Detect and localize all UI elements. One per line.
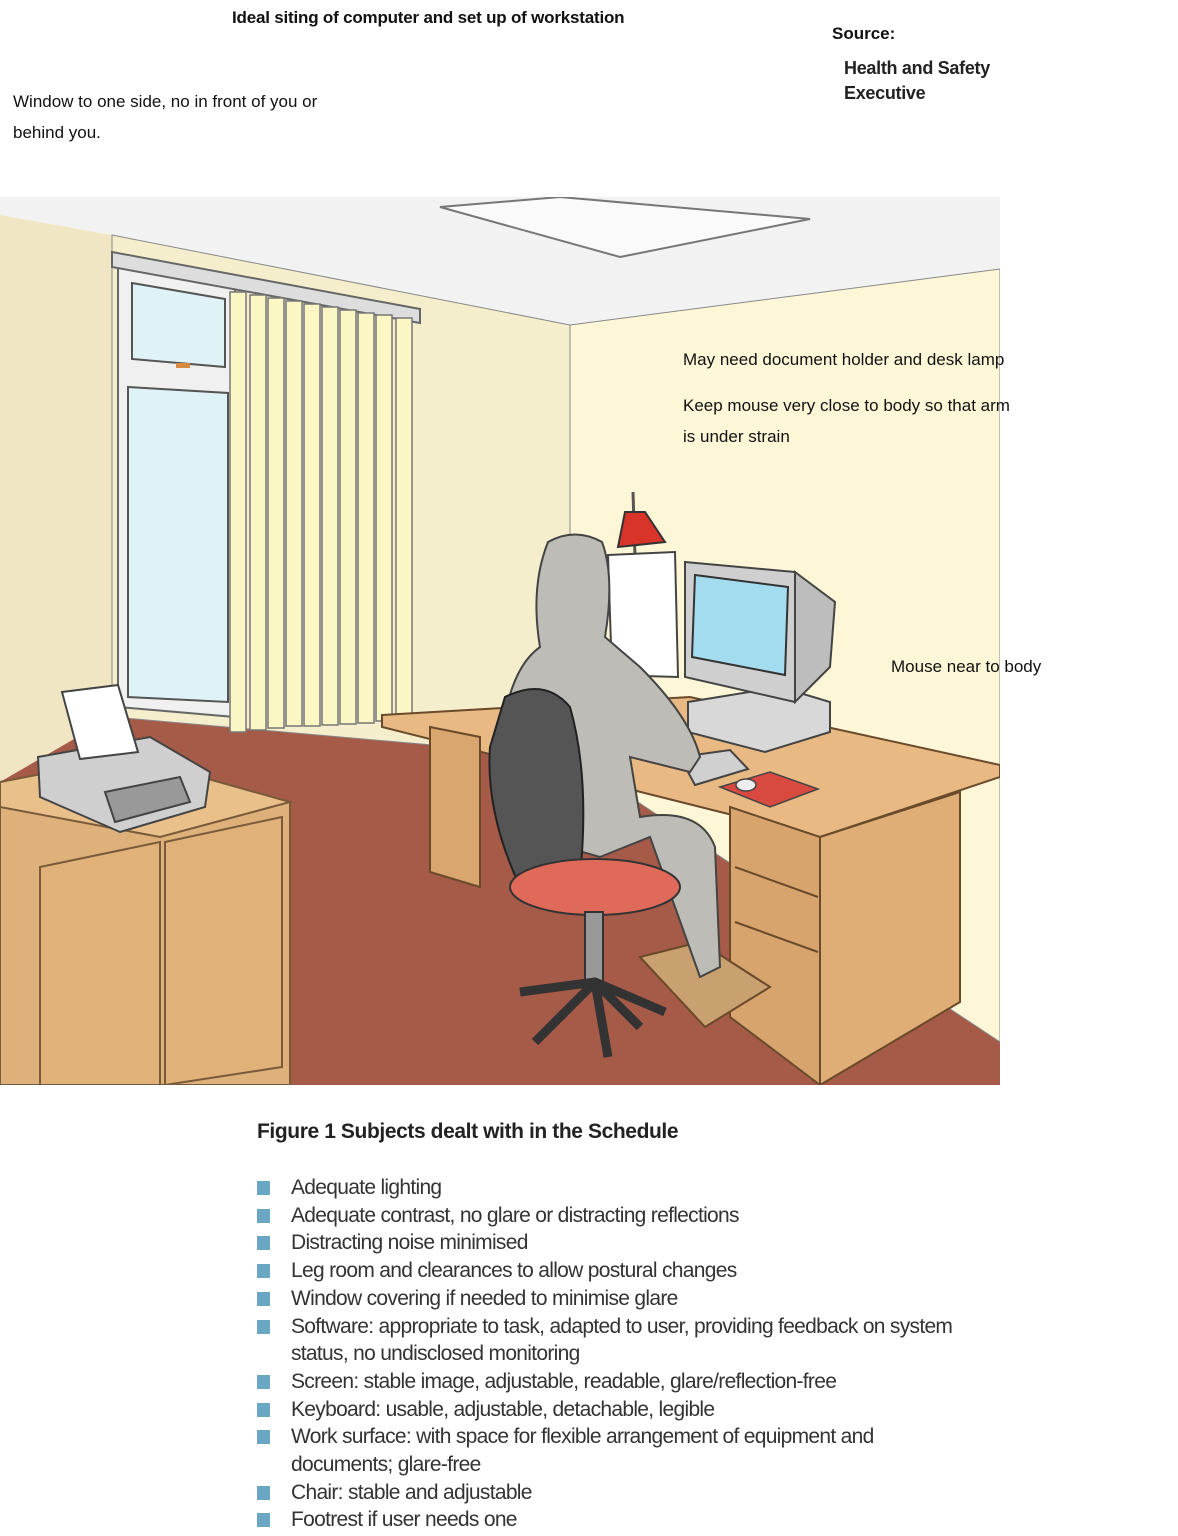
source-line: Executive <box>844 83 926 103</box>
square-bullet-icon <box>257 1320 270 1334</box>
square-bullet-icon <box>257 1430 270 1444</box>
mouse <box>736 779 756 791</box>
source-line: Health and Safety <box>844 58 990 78</box>
list-item-text: Keyboard: usable, adjustable, detachable, legible <box>291 1397 715 1421</box>
computer <box>685 562 835 752</box>
schedule-list <box>257 1174 997 1534</box>
list-item-text: Distracting noise minimised <box>291 1231 528 1255</box>
list-item-text: Window covering if needed to minimise glare <box>291 1286 678 1310</box>
list-item <box>257 1506 997 1534</box>
figure-title: Figure 1 Subjects dealt with in the Schedule <box>257 1120 679 1143</box>
list-item-text: Adequate lighting <box>291 1176 442 1199</box>
note-line: behind you. <box>13 123 101 142</box>
document-holder-note: May need document holder and desk lamp <box>683 350 1005 369</box>
window-note <box>13 86 317 148</box>
square-bullet-icon <box>257 1236 270 1250</box>
mouse-note <box>683 390 1010 452</box>
note-line: Keep mouse very close to body so that arm <box>683 396 1010 415</box>
square-bullet-icon <box>257 1181 270 1195</box>
square-bullet-icon <box>257 1209 270 1223</box>
mouse-near-note: Mouse near to body <box>891 657 1042 676</box>
list-item-text: Screen: stable image, adjustable, readable, glare/reflection-free <box>291 1369 837 1393</box>
list-item-text: Footrest if user needs one <box>291 1508 517 1532</box>
note-line: is under strain <box>683 427 790 446</box>
source-name <box>844 56 990 106</box>
list-item <box>257 1368 997 1396</box>
list-item-text: Work surface: with space for flexible arrangement of equipment and <box>291 1425 874 1449</box>
note-line: Window to one side, no in front of you or <box>13 92 318 111</box>
list-item <box>257 1174 997 1202</box>
list-item <box>257 1257 997 1285</box>
list-item-text: Chair: stable and adjustable <box>291 1480 532 1504</box>
list-item <box>257 1202 997 1230</box>
square-bullet-icon <box>257 1513 270 1527</box>
list-item <box>257 1479 997 1507</box>
list-item <box>257 1423 997 1478</box>
square-bullet-icon <box>257 1486 270 1500</box>
source-label: Source: <box>832 24 896 43</box>
list-item-text: documents; glare-free <box>291 1453 481 1477</box>
list-item <box>257 1229 997 1257</box>
page-title: Ideal siting of computer and set up of workstation <box>232 8 625 27</box>
square-bullet-icon <box>257 1264 270 1278</box>
list-item <box>257 1313 997 1368</box>
square-bullet-icon <box>257 1292 270 1306</box>
list-item <box>257 1396 997 1424</box>
list-item-text: status, no undisclosed monitoring <box>291 1342 580 1366</box>
square-bullet-icon <box>257 1375 270 1389</box>
square-bullet-icon <box>257 1403 270 1417</box>
list-item <box>257 1285 997 1313</box>
list-item-text: Leg room and clearances to allow postural changes <box>291 1259 737 1283</box>
window <box>118 267 235 717</box>
list-item-text: Adequate contrast, no glare or distracting reflections <box>291 1203 739 1227</box>
workstation-illustration <box>0 197 1000 1085</box>
list-item-text: Software: appropriate to task, adapted to user, providing feedback on system <box>291 1314 953 1338</box>
